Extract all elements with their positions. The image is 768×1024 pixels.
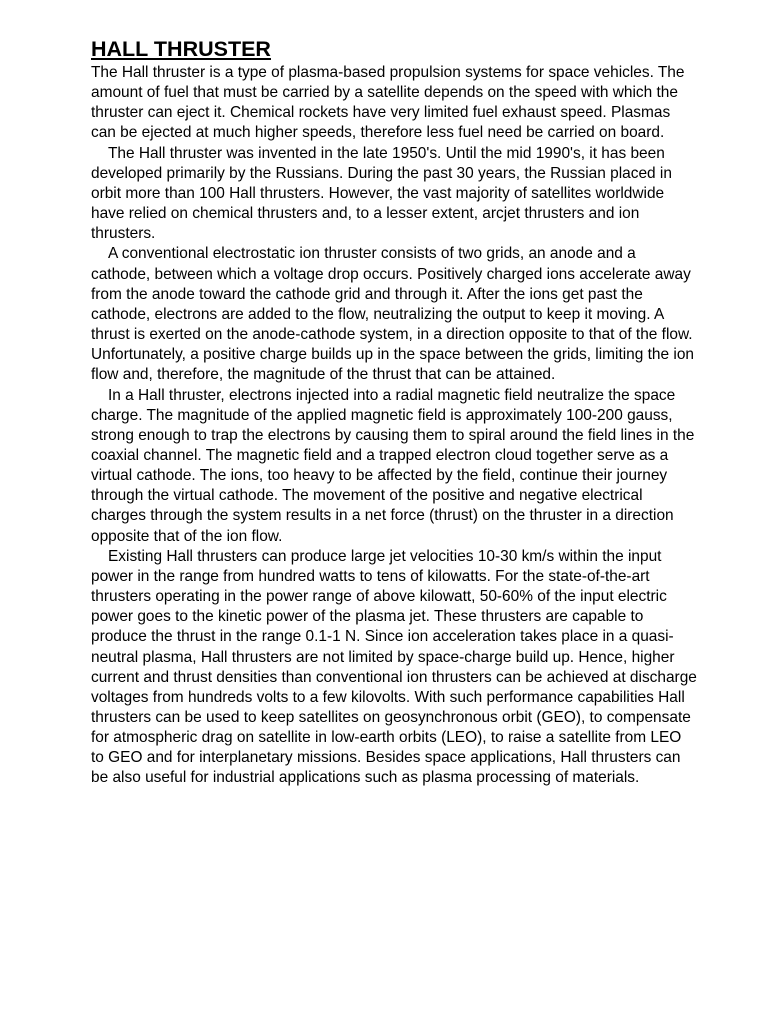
paragraph-performance: Existing Hall thrusters can produce large jet velocities 10-30 km/s within the input power in the range from hundred watts to tens of kilowatts. For the state-of-the-art thrusters operating in the power range of above kilowatt, 50-60% of the input electric power goes to the kinetic power of the plasma jet. These thrusters are capable to produce the thrust in the range 0.1-1 N. Since ion acceleration takes place in a quasi-neutral plasma, Hall thrusters are not limited by space-charge build up. Hence, higher current and thrust densities than conventional ion thrusters can be achieved at discharge voltages from hundreds volts to a few kilovolts. With such performance capabilities Hall thrusters can be used to keep satellites on geosynchronous orbit (GEO), to compensate for atmospheric drag on satellite in low-earth orbits (LEO), to raise a satellite from LEO to GEO and for interplanetary missions. Besides space applications, Hall thrusters can be also useful for industrial applications such as plasma processing of materials. [91, 547, 697, 787]
paragraph-hall-mechanism: In a Hall thruster, electrons injected into a radial magnetic field neutralize the space charge. The magnitude of the applied magnetic field is approximately 100-200 gauss, strong enough to trap the electrons by causing them to spiral around the field lines in the coaxial channel. The magnetic field and a trapped electron cloud together serve as a virtual cathode. The ions, too heavy to be affected by the field, continue their journey through the virtual cathode. The movement of the positive and negative electrical charges through the system results in a net force (thrust) on the thruster in a direction opposite that of the ion flow. [91, 386, 695, 545]
paragraph-intro: The Hall thruster is a type of plasma-based propulsion systems for space vehicles. The amount of fuel that must be carried by a satellite depends on the speed with which the thruster can eject it. Chemical rockets have very limited fuel exhaust speed. Plasmas can be ejected at much higher speeds, therefore less fuel need be carried on board. [91, 64, 685, 142]
paragraph-ion-thruster: A conventional electrostatic ion thruster consists of two grids, an anode and a cathode, between which a voltage drop occurs. Positively charged ions accelerate away from the anode toward the cathode grid and through it. After the ions get past the cathode, electrons are added to the flow, neutralizing the output to keep it moving. A thrust is exerted on the anode-cathode system, in a direction opposite to that of the flow. Unfortunately, a positive charge builds up in the space between the grids, limiting the ion flow and, therefore, the magnitude of the thrust that can be attained. [91, 245, 694, 384]
document-title: HALL THRUSTER [91, 37, 271, 61]
document-page [91, 36, 697, 789]
paragraph-history: The Hall thruster was invented in the late 1950's. Until the mid 1990's, it has been developed primarily by the Russians. During the past 30 years, the Russian placed in orbit more than 100 Hall thrusters. However, the vast majority of satellites worldwide have relied on chemical thrusters and, to a lesser extent, arcjet thrusters and ion thrusters. [91, 144, 672, 243]
